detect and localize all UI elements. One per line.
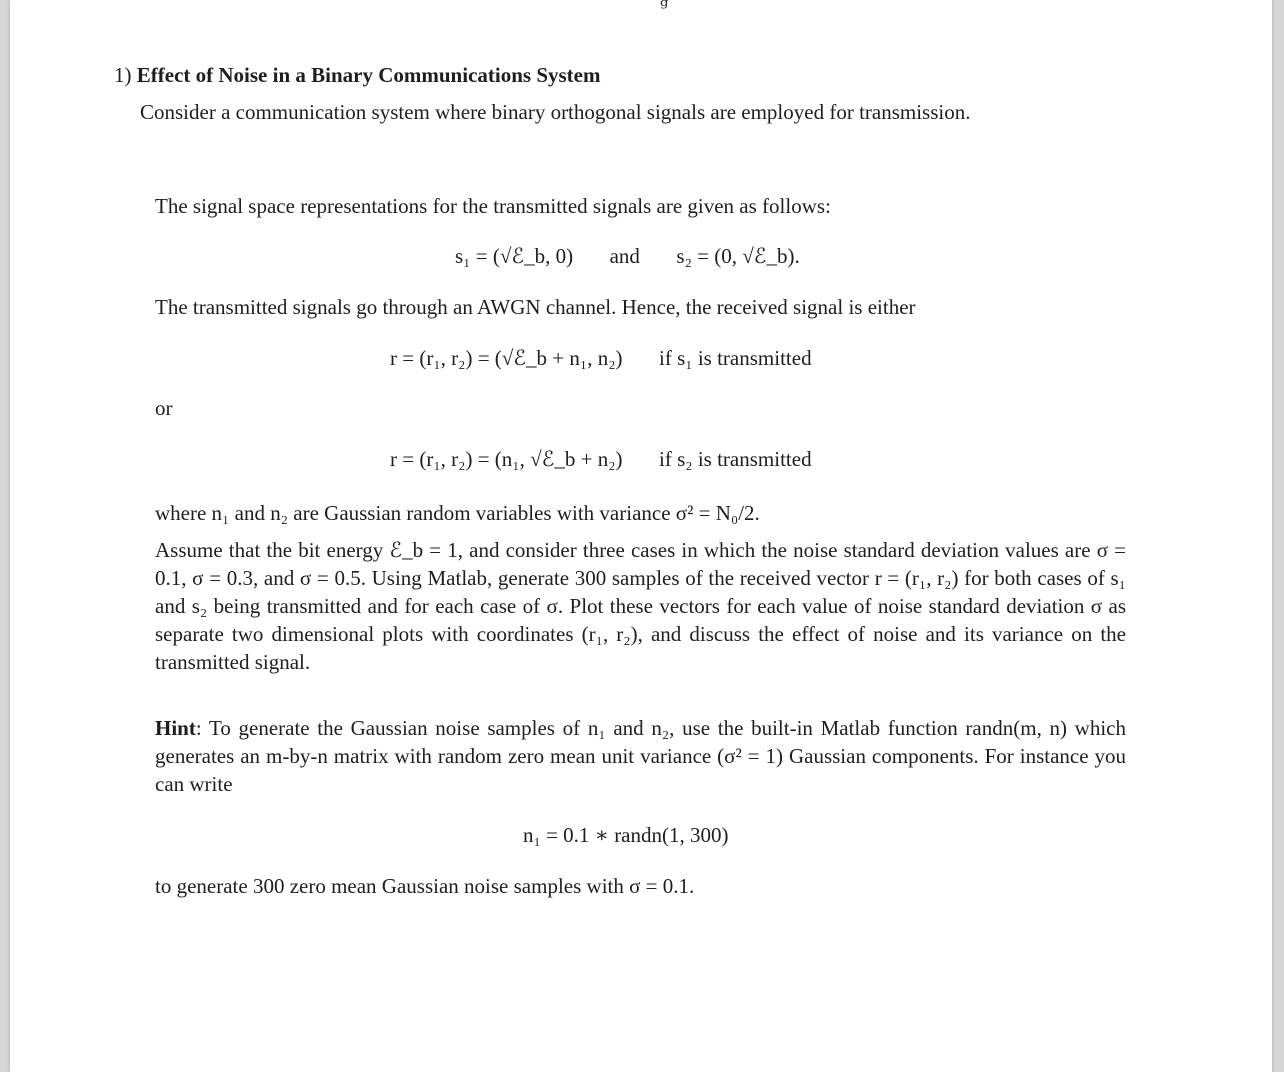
assume-paragraph: Assume that the bit energy ℰ_b = 1, and consider three cases in which the noise standard deviation values are σ = 0.1, σ = 0.3, and σ = 0.5. Using Matlab, generate 300 samples of the received vector r = (r₁, r₂) for both cases of s₁ and s₂ being transmitted and for each case of σ. Plot these vectors for each value of noise standard deviation σ as separate two dimensional plots with coordinates (r₁, r₂), and discuss the effect of noise and its variance on the transmitted signal. bbox=[155, 538, 1126, 674]
equation-s1: s₁ = (√ℰ_b, 0) bbox=[455, 244, 574, 268]
equation-received-s2 bbox=[390, 445, 812, 473]
hint-text: : To generate the Gaussian noise samples of n₁ and n₂, use the built-in Matlab function randn(m, n) which generates an m-by-n matrix with random zero mean unit variance (σ² = 1) Gaussian components. For instance you can write bbox=[155, 716, 1126, 796]
equation-s2: s₂ = (0, √ℰ_b). bbox=[676, 244, 800, 268]
equation-received-s2-expr: r = (r₁, r₂) = (n₁, √ℰ_b + n₂) bbox=[390, 447, 623, 471]
equation-received-s1-condition: if s₁ is transmitted bbox=[659, 346, 812, 370]
problem-number: 1) bbox=[114, 63, 132, 87]
where-text: where n₁ and n₂ are Gaussian random variables with variance σ² = N₀/2. bbox=[155, 501, 760, 525]
equation-received-s1-expr: r = (r₁, r₂) = (√ℰ_b + n₁, n₂) bbox=[390, 346, 623, 370]
or-text: or bbox=[155, 396, 173, 420]
equation-conjunction: and bbox=[609, 244, 640, 268]
problem-heading bbox=[114, 61, 600, 89]
problem-title: Effect of Noise in a Binary Communications System bbox=[136, 63, 601, 87]
equation-received-s1 bbox=[390, 344, 812, 372]
hint-label: Hint bbox=[155, 716, 196, 740]
closing-text: to generate 300 zero mean Gaussian noise samples with σ = 0.1. bbox=[155, 874, 695, 898]
hint-paragraph bbox=[155, 714, 1126, 798]
awgn-text: The transmitted signals go through an AWGN channel. Hence, the received signal is either bbox=[155, 295, 916, 319]
problem-intro: Consider a communication system where binary orthogonal signals are employed for transmission. bbox=[140, 100, 971, 124]
document-page bbox=[10, 0, 1272, 1072]
equation-received-s2-condition: if s₂ is transmitted bbox=[659, 447, 812, 471]
signal-space-intro: The signal space representations for the transmitted signals are given as follows: bbox=[155, 194, 831, 218]
cropped-text-fragment: ᵍ bbox=[660, 0, 669, 18]
equation-signals bbox=[455, 242, 800, 270]
equation-hint: n₁ = 0.1 ∗ randn(1, 300) bbox=[523, 823, 729, 847]
